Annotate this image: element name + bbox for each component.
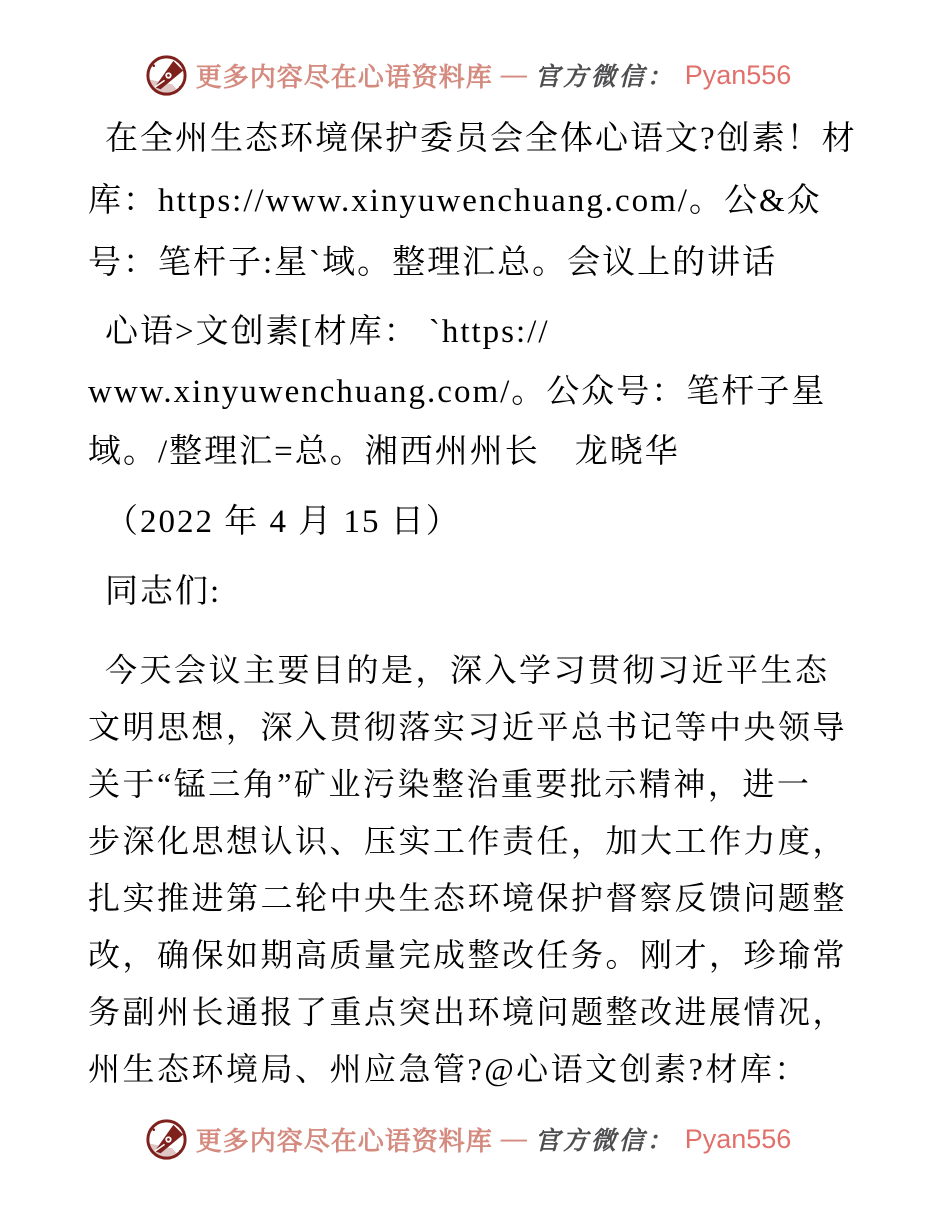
body-line: 关于“锰三角”矿业污染整治重要批示精神，进一 bbox=[88, 766, 812, 802]
body-line: 务副州长通报了重点突出环境问题整改进展情况， bbox=[88, 994, 848, 1030]
title-line: 在全州生态环境保护委员会全体心语文?创素！材 bbox=[105, 121, 857, 157]
title-line: 号：笔杆子:星`域。整理汇总。会议上的讲话 bbox=[88, 245, 778, 281]
watermark-header bbox=[68, 50, 866, 100]
source-line: 心语>文创素[材库： `https:// bbox=[105, 314, 550, 350]
document-title bbox=[88, 108, 866, 294]
watermark-wechat-id: Pyan556 bbox=[684, 59, 792, 90]
source-line: 域。/整理汇=总。湘西州州长 龙晓华 bbox=[88, 434, 680, 470]
body-line: 州生态环境局、州应急管?@心语文创素?材库： bbox=[88, 1051, 809, 1087]
watermark-separator: — bbox=[500, 1124, 527, 1153]
body-line: 改，确保如期高质量完成整改任务。刚才，珍瑜常 bbox=[88, 937, 848, 973]
body-line: 步深化思想认识、压实工作责任，加大工作力度， bbox=[88, 823, 848, 859]
body-line: 文明思想，深入贯彻落实习近平总书记等中央领导 bbox=[88, 709, 848, 745]
watermark-footer bbox=[68, 1114, 866, 1164]
date-line: （2022 年 4 月 15 日） bbox=[105, 504, 461, 540]
watermark-separator: — bbox=[500, 60, 527, 89]
watermark-brand-text: 更多内容尽在心语资料库 bbox=[195, 62, 493, 92]
pen-in-circle-logo-icon bbox=[143, 1116, 190, 1163]
body-line: 今天会议主要目的是，深入学习贯彻习近平生态 bbox=[105, 652, 830, 688]
source-line: www.xinyuwenchuang.com/。公众号：笔杆子星 bbox=[88, 374, 827, 410]
pen-in-circle-logo-icon bbox=[143, 52, 190, 99]
body-line: 扎实推进第二轮中央生态环境保护督察反馈问题整 bbox=[88, 880, 848, 916]
source-note bbox=[88, 302, 866, 482]
watermark-wechat-label: 官方微信： bbox=[534, 64, 675, 91]
title-line: 库：https://www.xinyuwenchuang.com/。公&众 bbox=[88, 183, 822, 219]
watermark-brand-text: 更多内容尽在心语资料库 bbox=[195, 1126, 493, 1156]
watermark-wechat-label: 官方微信： bbox=[534, 1128, 675, 1155]
watermark-wechat-id: Pyan556 bbox=[684, 1123, 792, 1154]
salutation: 同志们: bbox=[105, 574, 222, 610]
body-paragraph bbox=[88, 642, 866, 1098]
